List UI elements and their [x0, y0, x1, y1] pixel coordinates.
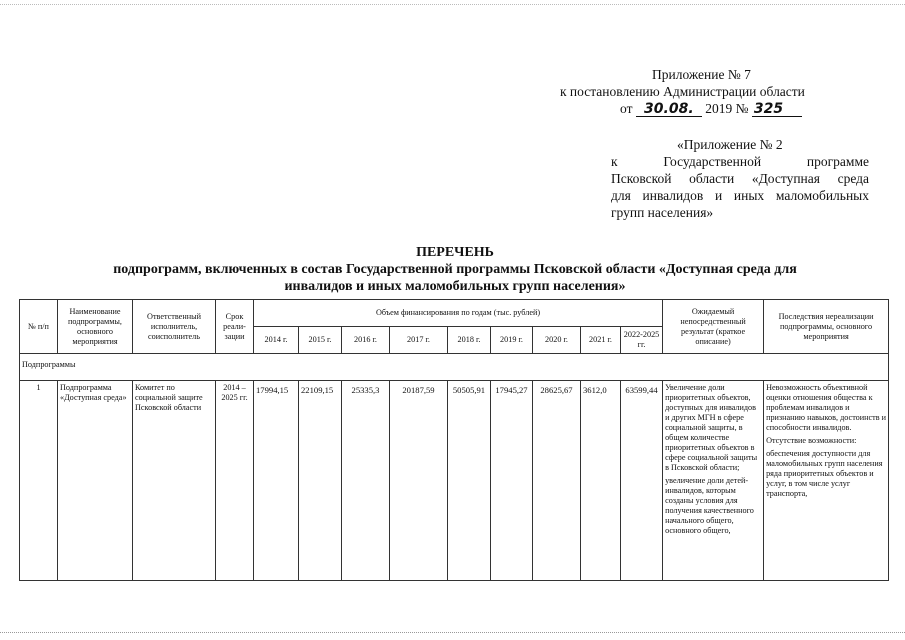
appendix-7-date-line [560, 100, 860, 117]
appendix-7-title: Приложение № 7 [652, 67, 751, 82]
consequence-paragraph: обеспечения доступности для маломобильных групп населения ряда приоритетных объектов и услуг, в том числе услуг транспорта, [766, 449, 883, 498]
row-value: 17945,27 [491, 381, 533, 581]
appendix-2-line: Псковской области «Доступная среда [611, 171, 869, 186]
header-year: 2017 г. [390, 327, 448, 354]
appendix-2-line: групп населения» [611, 205, 714, 220]
row-num: 1 [20, 381, 58, 581]
result-paragraph: Увеличение доли приоритетных объектов, доступных для инвалидов и других МГН в сфере социальной защиты, в общем количестве приоритетных объектов в сфере социальной защиты в Псковской области; [665, 383, 758, 472]
consequence-paragraph: Отсутствие возможности: [766, 436, 857, 445]
header-term: Срок реали-зации [216, 300, 254, 354]
year-and-number-label: 2019 № [705, 101, 749, 116]
header-year: 2021 г. [581, 327, 621, 354]
row-responsible: Комитет по социальной защите Псковской области [133, 381, 216, 581]
header-year: 2019 г. [491, 327, 533, 354]
document-title [60, 244, 850, 295]
row-value: 25335,3 [342, 381, 390, 581]
consequence-paragraph: Невозможность объективной оценки отношения общества к проблемам инвалидов и признанию навыков, достоинств и способности инвалидов. [766, 383, 887, 432]
row-result [663, 381, 764, 581]
header-name: Наименование подпрограммы, основного мероприятия [58, 300, 133, 354]
row-term: 2014 – 2025 гг. [216, 381, 254, 581]
title-heading: ПЕРЕЧЕНЬ [416, 245, 494, 260]
table-row [20, 381, 889, 581]
table-header-row [20, 300, 889, 327]
handwritten-date: 30.08. [636, 102, 702, 117]
header-year: 2014 г. [254, 327, 299, 354]
header-year: 2016 г. [342, 327, 390, 354]
row-consequence [764, 381, 889, 581]
header-num: № п/п [20, 300, 58, 354]
scan-edge-top [0, 4, 905, 5]
row-name: Подпрограмма «Доступная среда» [58, 381, 133, 581]
header-year: 2020 г. [533, 327, 581, 354]
appendix-2-title: «Приложение № 2 [677, 137, 783, 152]
handwritten-number: 325 [752, 102, 802, 117]
header-consequence: Последствия нереализации подпрограммы, основного мероприятия [764, 300, 889, 354]
row-value: 50505,91 [448, 381, 491, 581]
appendix-2-header [611, 136, 869, 221]
section-row [20, 354, 889, 381]
row-value: 20187,59 [390, 381, 448, 581]
row-value: 63599,44 [621, 381, 663, 581]
subprograms-table [19, 299, 889, 581]
header-responsible: Ответственный исполнитель, соисполнитель [133, 300, 216, 354]
section-label: Подпрограммы [20, 354, 889, 381]
appendix-2-line: для инвалидов и иных маломобильных [611, 188, 869, 203]
row-value: 28625,67 [533, 381, 581, 581]
appendix-7-decree: к постановлению Администрации области [560, 84, 805, 99]
date-prefix: от [620, 101, 633, 116]
appendix-7-header [560, 66, 860, 117]
title-line: инвалидов и иных маломобильных групп населения» [284, 279, 626, 294]
scan-edge-bottom [0, 632, 905, 633]
header-year: 2015 г. [299, 327, 342, 354]
header-year: 2022-2025 гг. [621, 327, 663, 354]
header-year: 2018 г. [448, 327, 491, 354]
header-result: Ожидаемый непосредственный результат (краткое описание) [663, 300, 764, 354]
row-value: 17994,15 [254, 381, 299, 581]
row-value: 22109,15 [299, 381, 342, 581]
row-value: 3612,0 [581, 381, 621, 581]
header-funding: Объем финансирования по годам (тыс. рублей) [254, 300, 663, 327]
appendix-2-line: к Государственной программе [611, 154, 869, 169]
result-paragraph: увеличение доли детей-инвалидов, которым созданы условия для получения качественного начального общего, основного общего, [665, 476, 754, 535]
title-line: подпрограмм, включенных в состав Государственной программы Псковской области «Доступная среда для [113, 262, 797, 277]
